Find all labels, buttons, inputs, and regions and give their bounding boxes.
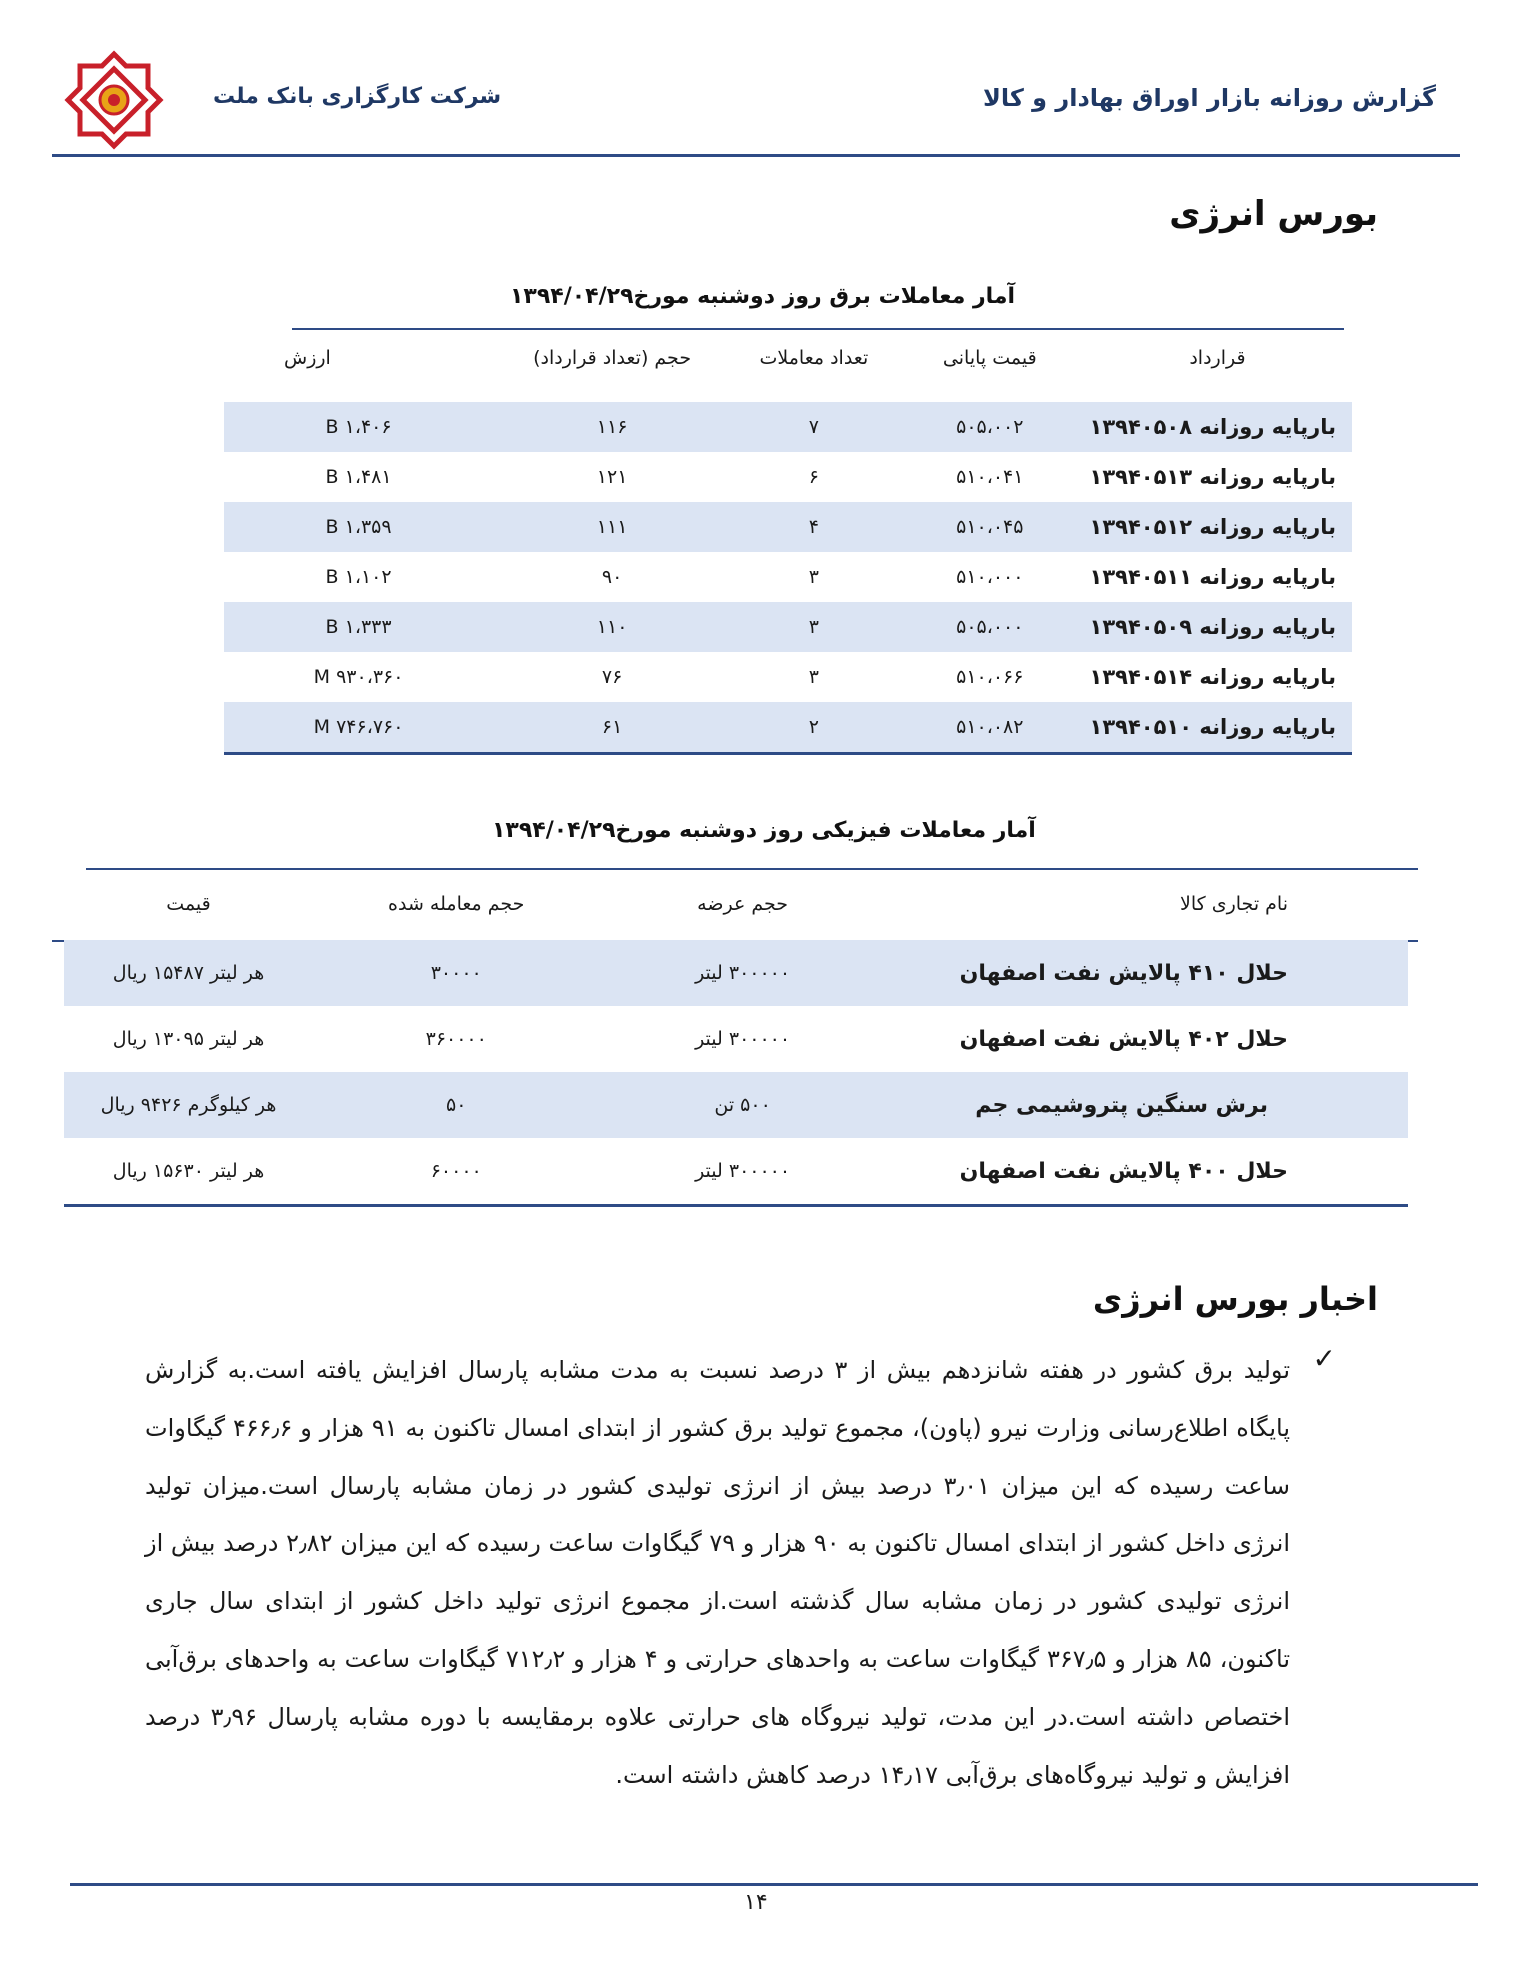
table-row	[64, 1138, 1408, 1206]
price-cell: ۵۱۰،۰۸۲	[897, 702, 1083, 754]
traded-cell: ۳۰۰۰۰	[313, 940, 599, 1006]
column-header: ارزش	[284, 347, 331, 369]
column-header: قرارداد	[1189, 347, 1246, 369]
table-row	[64, 940, 1408, 1006]
volume-cell: ۱۱۰	[493, 602, 731, 652]
volume-cell: ۱۲۱	[596, 466, 628, 488]
electricity-table-caption: آمار معاملات برق روز دوشنبه مورخ۱۳۹۴/۰۴/۲۹	[510, 284, 1016, 309]
table-row	[224, 402, 1352, 452]
contract-cell: بارپایه روزانه ۱۳۹۴۰۵۱۰	[1083, 702, 1352, 754]
table-row	[224, 502, 1352, 552]
section-title: بورس انرژی	[1169, 194, 1378, 234]
count-cell: ۴	[731, 502, 897, 552]
contract-cell: بارپایه روزانه ۱۳۹۴۰۵۱۲	[1083, 502, 1352, 552]
product-name-cell: حلال ۴۰۲ پالایش نفت اصفهان	[959, 1026, 1288, 1052]
traded-cell: ۶۰۰۰۰	[430, 1160, 482, 1182]
column-header: تعداد معاملات	[759, 347, 869, 369]
price-cell: ۵۰۵،۰۰۰	[897, 602, 1083, 652]
volume-cell: ۷۶	[601, 666, 623, 688]
price-cell: هر کیلوگرم ۹۴۲۶ ریال	[64, 1072, 313, 1138]
column-header: قیمت	[166, 893, 211, 915]
price-cell: ۵۰۵،۰۰۲	[897, 402, 1083, 452]
table-header-row	[64, 868, 1408, 940]
volume-cell: ۱۱۱	[493, 502, 731, 552]
table-row	[224, 602, 1352, 652]
price-cell: ۵۱۰،۰۰۰	[956, 566, 1024, 588]
table-header-row	[224, 328, 1352, 388]
contract-cell: بارپایه روزانه ۱۳۹۴۰۵۱۳	[1089, 465, 1336, 489]
physical-table	[64, 868, 1408, 1207]
price-cell: ۵۱۰،۰۴۵	[897, 502, 1083, 552]
product-name-cell: برش سنگین پتروشیمی جم	[886, 1072, 1408, 1138]
count-cell: ۳	[808, 566, 819, 588]
table-row	[224, 552, 1352, 602]
value-cell: ۹۳۰،۳۶۰ M	[313, 666, 404, 688]
value-cell: ۱،۱۰۲ B	[325, 566, 392, 588]
physical-table-caption: آمار معاملات فیزیکی روز دوشنبه مورخ۱۳۹۴/۰۴/۲۹	[492, 818, 1036, 843]
value-cell: ۱،۴۰۶ B	[224, 402, 493, 452]
supply-cell: ۳۰۰۰۰۰ لیتر	[599, 940, 885, 1006]
column-header: حجم معامله شده	[388, 893, 525, 915]
table-row	[224, 452, 1352, 502]
count-cell: ۳	[731, 602, 897, 652]
traded-cell: ۳۶۰۰۰۰	[425, 1028, 487, 1050]
count-cell: ۷	[731, 402, 897, 452]
table-row	[224, 702, 1352, 754]
column-header: نام تجاری کالا	[1180, 893, 1288, 915]
product-name-cell: حلال ۴۱۰ پالایش نفت اصفهان	[886, 940, 1408, 1006]
value-cell: ۱،۳۳۳ B	[224, 602, 493, 652]
column-header: قیمت پایانی	[942, 347, 1037, 369]
contract-cell: بارپایه روزانه ۱۳۹۴۰۵۰۸	[1083, 402, 1352, 452]
supply-cell: ۳۰۰۰۰۰ لیتر	[695, 1160, 791, 1182]
news-paragraph: تولید برق کشور در هفته شانزدهم بیش از ۳ درصد نسبت به مدت مشابه پارسال افزایش یافته است.به گزارش پایگاه اطلاع‌رسانی وزارت نیرو (پاون)، مجموع تولید برق کشور از ابتدای امسال تاکنون به ۹۱ هزار و ۴۶۶٫۶ گیگاوات ساعت رسیده که این میزان ۳٫۰۱ درصد بیش از انرژی تولیدی کشور در زمان مشابه پارسال است.میزان تولید انرژی داخل کشور از ابتدای امسال تاکنون به ۹۰ هزار و ۷۹ گیگاوات ساعت رسیده که این میزان ۲٫۸۲ درصد بیش از انرژی تولیدی کشور در زمان مشابه سال گذشته است.از مجموع انرژی تولید داخل کشور از ابتدای سال جاری تاکنون، ۸۵ هزار و ۳۶۷٫۵ گیگاوات ساعت به واحدهای حرارتی و ۴ هزار و ۷۱۲٫۲ گیگاوات ساعت به واحدهای برق‌آبی اختصاص داشته است.در این مدت، تولید نیروگاه های حرارتی علاوه برمقایسه با دوره مشابه پارسال ۳٫۹۶ درصد افزایش و تولید نیروگاه‌های برق‌آبی ۱۴٫۱۷ درصد کاهش داشته است.	[145, 1356, 1291, 1789]
column-header: حجم عرضه	[697, 893, 788, 915]
company-name: شرکت کارگزاری بانک ملت	[213, 84, 502, 109]
page-number: ۱۴	[744, 1890, 768, 1915]
footer-divider	[70, 1883, 1478, 1886]
volume-cell: ۹۰	[601, 566, 623, 588]
price-cell: ۵۱۰،۰۴۱	[956, 466, 1024, 488]
electricity-table	[224, 328, 1352, 755]
contract-cell: بارپایه روزانه ۱۳۹۴۰۵۱۱	[1089, 565, 1336, 589]
value-cell: ۷۴۶،۷۶۰ M	[224, 702, 493, 754]
table-row	[224, 652, 1352, 702]
contract-cell: بارپایه روزانه ۱۳۹۴۰۵۰۹	[1083, 602, 1352, 652]
table-row	[64, 1006, 1408, 1072]
supply-cell: ۵۰۰ تن	[599, 1072, 885, 1138]
table-row	[64, 1072, 1408, 1138]
count-cell: ۶	[808, 466, 819, 488]
price-cell: هر لیتر ۱۵۶۳۰ ریال	[112, 1160, 265, 1182]
volume-cell: ۱۱۶	[493, 402, 731, 452]
count-cell: ۲	[731, 702, 897, 754]
column-header: حجم (تعداد قرارداد)	[533, 347, 692, 369]
volume-cell: ۶۱	[493, 702, 731, 754]
supply-cell: ۳۰۰۰۰۰ لیتر	[695, 1028, 791, 1050]
price-cell: هر لیتر ۱۵۴۸۷ ریال	[64, 940, 313, 1006]
report-title: گزارش روزانه بازار اوراق بهادار و کالا	[982, 84, 1436, 112]
traded-cell: ۵۰	[313, 1072, 599, 1138]
count-cell: ۳	[808, 666, 819, 688]
company-logo-icon	[64, 50, 164, 150]
price-cell: ۵۱۰،۰۶۶	[956, 666, 1024, 688]
price-cell: هر لیتر ۱۳۰۹۵ ریال	[112, 1028, 265, 1050]
checkmark-icon: ✓	[1312, 1342, 1336, 1375]
value-cell: ۱،۴۸۱ B	[325, 466, 392, 488]
value-cell: ۱،۳۵۹ B	[224, 502, 493, 552]
contract-cell: بارپایه روزانه ۱۳۹۴۰۵۱۴	[1089, 665, 1336, 689]
news-title: اخبار بورس انرژی	[1092, 1280, 1378, 1318]
product-name-cell: حلال ۴۰۰ پالایش نفت اصفهان	[959, 1158, 1288, 1184]
header-divider	[52, 154, 1460, 157]
